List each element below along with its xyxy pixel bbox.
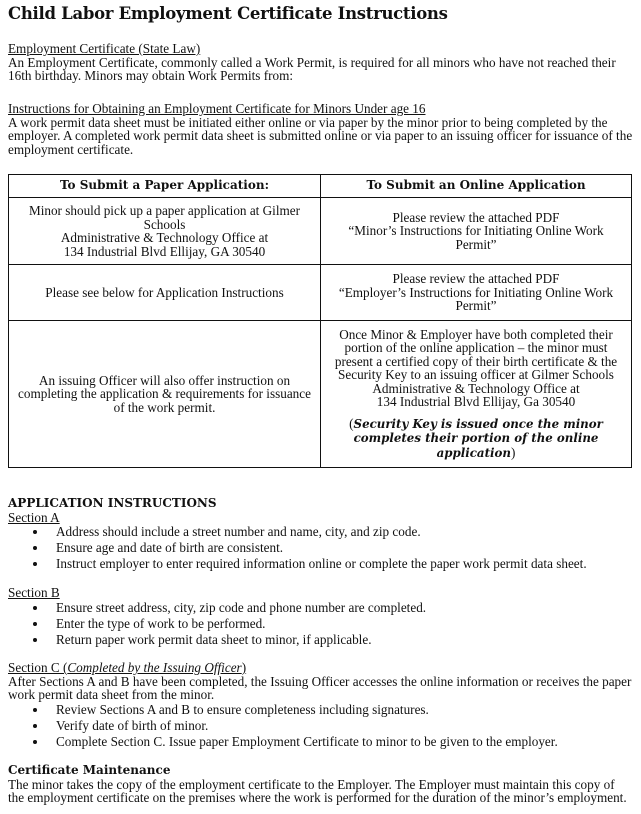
cell-line: 134 Industrial Blvd Ellijay, Ga 30540 [376,394,576,410]
security-key-note-text: Security Key is issued once the minor completes their portion of the online application [353,416,603,460]
list-item: Ensure age and date of birth are consistent. [8,540,633,556]
employment-certificate-text: An Employment Certificate, commonly called a Work Permit, is required for all minors who have not reached their 16th birthday. Minors may obtain Work Permits from: [8,54,616,83]
paper-application-header: To Submit a Paper Application: [9,175,321,198]
online-cell [321,321,632,468]
cell-line: Please review the attached PDF [392,271,560,287]
section-a-heading: Section A [8,509,60,525]
table-row [9,265,632,321]
certificate-maintenance-text: The minor takes the copy of the employment certificate to the Employer. The Employer must maintain this copy of the employment certificate on the premises where the work is performed for the duration of the minor’s employment. [8,776,627,805]
cell-line: Please review the attached PDF [392,209,560,225]
section-c-heading [8,661,633,675]
section-c-list [8,702,633,750]
instructions-intro-heading: Instructions for Obtaining an Employment Certificate for Minors Under age 16 [8,101,426,116]
section-b-list [8,600,633,648]
table-header-row [9,175,632,198]
section-c-heading-text: Section C ( [8,660,68,675]
list-item: Address should include a street number and name, city, and zip code. [8,524,633,540]
paper-cell [9,321,321,468]
cell-line: Administrative & Technology Office at [372,380,580,396]
certificate-maintenance-section [8,764,633,805]
list-item: Verify date of birth of minor. [8,718,633,734]
section-b [8,586,633,648]
cell-line: Minor should pick up a paper application at Gilmer Schools [28,203,300,232]
instructions-intro-text: A work permit data sheet must be initiated either online or via paper by the minor prior to being completed by the employer. A completed work permit data sheet is submitted online or via paper to an issuing officer for issuance of the employment certificate. [8,114,633,157]
cell-line: Please see below for Application Instructions [45,284,284,300]
employer-instructions-pdf-reference: “Employer’s Instructions for Initiating Online Work Permit” [338,284,614,314]
section-a-list [8,524,633,572]
list-item: Review Sections A and B to ensure completeness including signatures. [8,702,633,718]
list-item: Instruct employer to enter required information online or complete the paper work permit data sheet. [8,556,633,572]
paper-cell [9,198,321,265]
list-item: Ensure street address, city, zip code and phone number are completed. [8,600,633,616]
section-c [8,661,633,750]
certificate-maintenance-heading: Certificate Maintenance [8,763,171,777]
list-item: Complete Section C. Issue paper Employment Certificate to minor to be given to the employer. [8,734,633,750]
section-c-heading-end: ) [241,660,247,675]
online-cell [321,198,632,265]
cell-line: An issuing Officer will also offer instruction on completing the application & requirements for issuance of the work permit. [18,372,311,415]
application-methods-table [8,174,632,468]
cell-line: Administrative & Technology Office at [60,230,269,245]
section-c-text: After Sections A and B have been completed, the Issuing Officer accesses the online information or receives the paper work permit data sheet from the minor. [8,673,632,702]
section-b-heading: Section B [8,585,60,600]
application-instructions [8,497,633,572]
list-item: Return paper work permit data sheet to minor, if applicable. [8,632,633,648]
list-item: Enter the type of work to be performed. [8,616,633,632]
instructions-intro-section [8,102,633,156]
employment-certificate-heading: Employment Certificate (State Law) [8,41,201,56]
employment-certificate-section [8,42,633,83]
table-row [9,198,632,265]
minor-instructions-pdf-reference: “Minor’s Instructions for Initiating Online Work Permit” [348,223,604,252]
online-application-header: To Submit an Online Application [321,175,632,198]
table-row [9,321,632,468]
online-cell [321,265,632,321]
paper-cell [9,265,321,321]
security-key-note: (Security Key is issued once the minor completes their portion of the online application) [349,415,603,460]
cell-line: Once Minor & Employer have both completed their portion of the online application – the minor must present a certified copy of their birth certificate & the Security Key to an issuing officer at Gilmer Schools [334,326,618,383]
cell-line: 134 Industrial Blvd Ellijay, GA 30540 [63,243,266,259]
document-title: Child Labor Employment Certificate Instructions [8,4,448,23]
section-c-heading-italic: Completed by the Issuing Officer [67,660,242,675]
application-instructions-heading: APPLICATION INSTRUCTIONS [8,496,217,510]
